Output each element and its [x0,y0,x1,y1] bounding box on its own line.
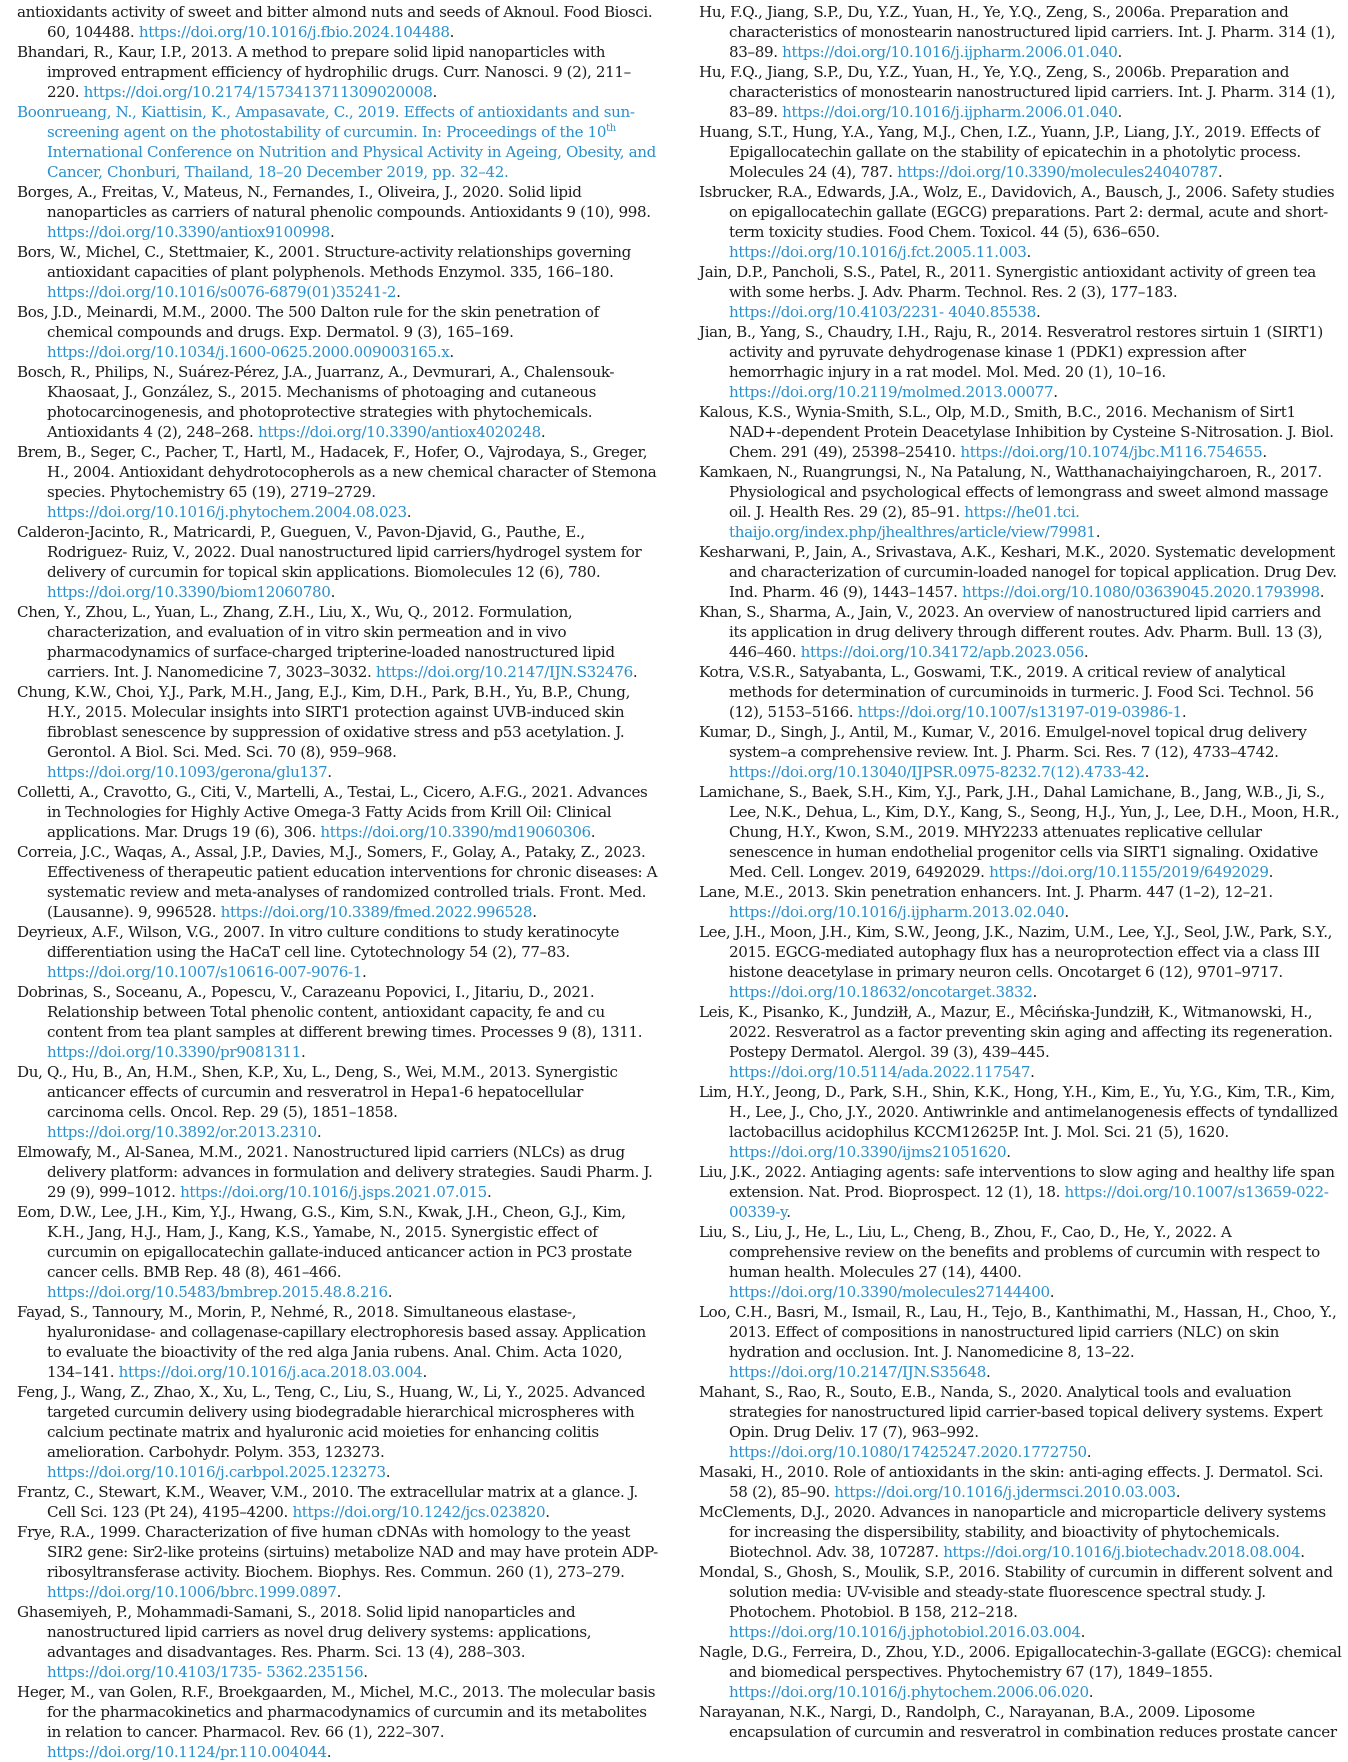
doi-link[interactable]: https://doi.org/10.1080/17425247.2020.1772750 [729,1443,1087,1461]
reference-entry: Mahant, S., Rao, R., Souto, E.B., Nanda, S., 2020. Analytical tools and evaluation strategies for nanostructured lipid carrier-based topical delivery systems. Expert Opin. Drug Deliv. 17 (7), 963–992. https://doi.org/10.1080/17425247.2020.1772750. [699,1383,1323,1461]
doi-link[interactable]: https://doi.org/10.2119/molmed.2013.00077 [729,383,1054,401]
reference-entry: Isbrucker, R.A., Edwards, J.A., Wolz, E., Davidovich, A., Bausch, J., 2006. Safety studies on epigallocatechin gallate (EGCG) preparations. Part 2: dermal, acute and short-term toxicity studies. Food Chem. Toxicol. 44 (5), 636–650. https://doi.org/10.1016/j.fct.2005.11.003. [699,183,1335,261]
reference-text: Ghasemiyeh, P., Mohammadi-Samani, S., 2018. Solid lipid nanoparticles and nanostructured lipid carriers as novel drug delivery systems: applications, advantages and disadvantages. Res. Pharm. Sci. 13 (4), 288–303. [17,1603,592,1661]
doi-link[interactable]: https://doi.org/10.1007/s10616-007-9076-1 [47,963,362,981]
reference-text: Khan, S., Sharma, A., Jain, V., 2023. An overview of nanostructured lipid carriers and its application in drug delivery through different routes. Adv. Pharm. Bull. 13 (3), 446–460. [699,603,1323,661]
reference-text: Frye, R.A., 1999. Characterization of five human cDNAs with homology to the yeast SIR2 gene: Sir2-like proteins (sirtuins) metabolize NAD and may have protein ADP-ribosyltransferase activity. Biochem. Biophys. Res. Commun. 260 (1), 273–279. [17,1523,658,1581]
doi-link[interactable]: https://doi.org/10.3390/md19060306 [320,823,591,841]
reference-text: Kotra, V.S.R., Satyabanta, L., Goswami, T.K., 2019. A critical review of analytical methods for determination of curcuminoids in turmeric. J. Food Sci. Technol. 56 (12), 5153–5166. [699,663,1314,721]
reference-entry: Lee, J.H., Moon, J.H., Kim, S.W., Jeong, J.K., Nazim, U.M., Lee, Y.J., Seol, J.W., Park, S.Y., 2015. EGCG-mediated autophagy flux has a neuroprotection effect via a class III histone deacetylase in primary neuron cells. Oncotarget 6 (12), 9701–9717. https://doi.org/10.18632/oncotarget.3832. [699,923,1333,1001]
reference-entry: Kamkaen, N., Ruangrungsi, N., Na Patalung, N., Watthanachaiyingcharoen, R., 2017. Physiological and psychological effects of lemongrass and sweet almond massage oil. J. Health Res. 29 (2), 85–91. https://he01.tci. thaijo.org/index.php/jhealthres/article/view/79981. [699,463,1329,541]
reference-text: Fayad, S., Tannoury, M., Morin, P., Nehmé, R., 2018. Simultaneous elastase-, hyaluronidase- and collagenase-capillary electrophoresis based assay. Application to evaluate the bioactivity of the red alga Jania rubens. Anal. Chim. Acta 1020, 134–141. [17,1303,646,1381]
reference-text: Leis, K., Pisanko, K., Jundziłł, A., Mazur, E., Mêcińska-Jundziłł, K., Witmanowski, H., 2022. Resveratrol as a factor preventing skin aging and affecting its regeneration. Postepy Dermatol. Alergol. 39 (3), 439–445. [699,1003,1333,1061]
doi-link[interactable]: https://doi.org/10.1016/j.fct.2005.11.003 [729,243,1027,261]
reference-text: Loo, C.H., Basri, M., Ismail, R., Lau, H., Tejo, B., Kanthimathi, M., Hassan, H., Choo, Y., 2013. Effect of compositions in nanostructured lipid carriers (NLC) on skin hydration and occlusion. Int. J. Nanomedicine 8, 13–22. [699,1303,1337,1361]
doi-link[interactable]: https://doi.org/10.3390/pr9081311 [47,1043,301,1061]
reference-entry [699,1702,1342,1742]
reference-text: Narayanan, N.K., Nargi, D., Randolph, C., Narayanan, B.A., 2009. Liposome encapsulation of curcumin and resveratrol in combination reduces prostate cancer [699,1703,1337,1741]
reference-text: Lee, J.H., Moon, J.H., Kim, S.W., Jeong, J.K., Nazim, U.M., Lee, Y.J., Seol, J.W., Park, S.Y., 2015. EGCG-mediated autophagy flux has a neuroprotection effect via a class III histone deacetylase in primary neuron cells. Oncotarget 6 (12), 9701–9717. [699,923,1333,981]
reference-text: Jain, D.P., Pancholi, S.S., Patel, R., 2011. Synergistic antioxidant activity of green tea with some herbs. J. Adv. Pharm. Technol. Res. 2 (3), 177–183. [699,263,1316,301]
reference-entry: Kesharwani, P., Jain, A., Srivastava, A.K., Keshari, M.K., 2020. Systematic development and characterization of curcumin-loaded nanogel for topical application. Drug Dev. Ind. Pharm. 46 (9), 1443–1457. https://doi.org/10.1080/03639045.2020.1793998. [699,543,1337,601]
doi-link[interactable]: https://doi.org/10.3390/ijms21051620 [729,1143,1007,1161]
reference-text: Du, Q., Hu, B., An, H.M., Shen, K.P., Xu, L., Deng, S., Wei, M.M., 2013. Synergistic anticancer effects of curcumin and resveratrol in Hepa1-6 hepatocellular carcinoma cells. Oncol. Rep. 29 (5), 1851–1858. [17,1063,618,1121]
reference-text: McClements, D.J., 2020. Advances in nanoparticle and microparticle delivery systems for increasing the dispersibility, stability, and bioactivity of phytochemicals. Biotechnol. Adv. 38, 107287. [699,1503,1326,1561]
doi-link[interactable]: https://doi.org/10.1016/j.biotechadv.2018.08.004 [943,1543,1301,1561]
reference-text: Nagle, D.G., Ferreira, D., Zhou, Y.D., 2006. Epigallocatechin-3-gallate (EGCG): chemical and biomedical perspectives. Phytochemistry 67 (17), 1849–1855. [699,1643,1342,1681]
reference-text: Mahant, S., Rao, R., Souto, E.B., Nanda, S., 2020. Analytical tools and evaluation strategies for nanostructured lipid carrier-based topical delivery systems. Expert Opin. Drug Deliv. 17 (7), 963–992. [699,1383,1323,1441]
reference-text: Liu, S., Liu, J., He, L., Liu, L., Cheng, B., Zhou, F., Cao, D., He, Y., 2022. A comprehensive review on the benefits and problems of curcumin with respect to human health. Molecules 27 (14), 4400. [699,1223,1320,1281]
reference-entry: Brem, B., Seger, C., Pacher, T., Hartl, M., Hadacek, F., Hofer, O., Vajrodaya, S., Greger, H., 2004. Antioxidant dehydrotocopherols as a new chemical character of Stemona species. Phytochemistry 65 (19), 2719–2729. https://doi.org/10.1016/j.phytochem.2004.08.023. [17,443,657,521]
reference-text: Chung, K.W., Choi, Y.J., Park, M.H., Jang, E.J., Kim, D.H., Park, B.H., Yu, B.P., Chung, H.Y., 2015. Molecular insights into SIRT1 protection against UVB-induced skin fibroblast senescence by suppression of oxidative stress and p53 acetylation. J. Gerontol. A Biol. Sci. Med. Sci. 70 (8), 959–968. [17,683,631,761]
reference-text: Mondal, S., Ghosh, S., Moulik, S.P., 2016. Stability of curcumin in different solvent and solution media: UV-visible and steady-state fluorescence spectral study. J. Photochem. Photobiol. B 158, 212–218. [699,1563,1333,1621]
reference-entry: Chen, Y., Zhou, L., Yuan, L., Zhang, Z.H., Liu, X., Wu, Q., 2012. Formulation, characterization, and evaluation of in vitro skin permeation and in vivo pharmacodynamics of surface-charged tripterine-loaded nanostructured lipid carriers. Int. J. Nanomedicine 7, 3023–3032. https://doi.org/10.2147/IJN.S32476. [17,603,638,681]
doi-link[interactable]: https://doi.org/10.3892/or.2013.2310 [47,1123,317,1141]
doi-link[interactable]: https://doi.org/10.2147/IJN.S32476 [375,663,633,681]
doi-link[interactable]: https://doi.org/10.1242/jcs.023820 [292,1503,546,1521]
doi-link[interactable]: https://doi.org/10.1016/j.ijpharm.2006.01.040 [782,103,1118,121]
doi-link[interactable]: https://doi.org/10.1016/j.jdermsci.2010.03.003 [834,1483,1176,1501]
reference-text: antioxidants activity of sweet and bitter almond nuts and seeds of Aknoul. Food Biosci. 60, 104488. [17,3,653,41]
doi-link[interactable]: https://doi.org/10.4103/1735- 5362.235156 [47,1663,364,1681]
reference-entry: Khan, S., Sharma, A., Jain, V., 2023. An overview of nanostructured lipid carriers and its application in drug delivery through different routes. Adv. Pharm. Bull. 13 (3), 446–460. https://doi.org/10.34172/apb.2023.056. [699,603,1323,661]
reference-text: Kalous, K.S., Wynia-Smith, S.L., Olp, M.D., Smith, B.C., 2016. Mechanism of Sirt1 NAD+-dependent Protein Deacetylase Inhibition by Cysteine S-Nitrosation. J. Biol. Chem. 291 (49), 25398–25410. [699,403,1334,461]
doi-link[interactable]: https://doi.org/10.34172/apb.2023.056 [800,643,1084,661]
reference-entry: Lamichane, S., Baek, S.H., Kim, Y.J., Park, J.H., Dahal Lamichane, B., Jang, W.B., Ji, S., Lee, N.K., Dehua, L., Kim, D.Y., Kang, S., Seong, H.J., Yun, J., Lee, D.H., Moon, H.R., Chung, H.Y., Kwon, S.M., 2019. MHY2233 attenuates replicative cellular senescence in human endothelial progenitor cells via SIRT1 signaling. Oxidative Med. Cell. Longev. 2019, 6492029. https://doi.org/10.1155/2019/6492029. [699,783,1340,881]
doi-link[interactable]: https://doi.org/10.1016/j.aca.2018.03.004 [118,1363,423,1381]
reference-text: Kumar, D., Singh, J., Antil, M., Kumar, V., 2016. Emulgel-novel topical drug delivery system–a comprehensive review. Int. J. Pharm. Sci. Res. 7 (12), 4733–4742. [699,723,1307,761]
reference-entry: Du, Q., Hu, B., An, H.M., Shen, K.P., Xu, L., Deng, S., Wei, M.M., 2013. Synergistic anticancer effects of curcumin and resveratrol in Hepa1-6 hepatocellular carcinoma cells. Oncol. Rep. 29 (5), 1851–1858. https://doi.org/10.3892/or.2013.2310. [17,1063,618,1141]
reference-text: Isbrucker, R.A., Edwards, J.A., Wolz, E., Davidovich, A., Bausch, J., 2006. Safety studies on epigallocatechin gallate (EGCG) preparations. Part 2: dermal, acute and short-term toxicity studies. Food Chem. Toxicol. 44 (5), 636–650. [699,183,1335,241]
doi-link[interactable]: https://he01.tci. thaijo.org/index.php/jhealthres/article/view/79981 [729,503,1096,541]
reference-text: Huang, S.T., Hung, Y.A., Yang, M.J., Chen, I.Z., Yuann, J.P., Liang, J.Y., 2019. Effects of Epigallocatechin gallate on the stability of epicatechin in a photolytic process. Molecules 24 (4), 787. [699,123,1320,181]
reference-entry: Frye, R.A., 1999. Characterization of five human cDNAs with homology to the yeast SIR2 gene: Sir2-like proteins (sirtuins) metabolize NAD and may have protein ADP-ribosyltransferase activity. Biochem. Biophys. Res. Commun. 260 (1), 273–279. https://doi.org/10.1006/bbrc.1999.0897. [17,1523,658,1601]
doi-link[interactable]: https://doi.org/10.1016/j.phytochem.2006.06.020 [729,1683,1089,1701]
reference-entry: Correia, J.C., Waqas, A., Assal, J.P., Davies, M.J., Somers, F., Golay, A., Pataky, Z., 2023. Effectiveness of therapeutic patient education interventions for chronic diseases: A systematic review and meta-analyses of randomized controlled trials. Front. Med. (Lausanne). 9, 996528. https://doi.org/10.3389/fmed.2022.996528. [17,843,658,921]
doi-link[interactable]: https://doi.org/10.1016/j.phytochem.2004.08.023 [47,503,407,521]
reference-entry: Loo, C.H., Basri, M., Ismail, R., Lau, H., Tejo, B., Kanthimathi, M., Hassan, H., Choo, Y., 2013. Effect of compositions in nanostructured lipid carriers (NLC) on skin hydration and occlusion. Int. J. Nanomedicine 8, 13–22. https://doi.org/10.2147/IJN.S35648. [699,1303,1337,1381]
reference-text: Frantz, C., Stewart, K.M., Weaver, V.M., 2010. The extracellular matrix at a glance. J. Cell Sci. 123 (Pt 24), 4195–4200. [17,1483,638,1521]
reference-entry: Jain, D.P., Pancholi, S.S., Patel, R., 2011. Synergistic antioxidant activity of green tea with some herbs. J. Adv. Pharm. Technol. Res. 2 (3), 177–183. https://doi.org/10.4103/2231- 4040.85538. [699,263,1316,321]
reference-text: Lamichane, S., Baek, S.H., Kim, Y.J., Park, J.H., Dahal Lamichane, B., Jang, W.B., Ji, S., Lee, N.K., Dehua, L., Kim, D.Y., Kang, S., Seong, H.J., Yun, J., Lee, D.H., Moon, H.R., Chung, H.Y., Kwon, S.M., 2019. MHY2233 attenuates replicative cellular senescence in human endothelial progenitor cells via SIRT1 signaling. Oxidative Med. Cell. Longev. 2019, 6492029. [699,783,1340,881]
reference-text: Calderon-Jacinto, R., Matricardi, P., Gueguen, V., Pavon-Djavid, G., Pauthe, E., Rodriguez- Ruiz, V., 2022. Dual nanostructured lipid carriers/hydrogel system for delivery of curcumin for topical skin applications. Biomolecules 12 (6), 780. [17,523,642,581]
doi-link[interactable]: https://doi.org/10.1034/j.1600-0625.2000.009003165.x [47,343,450,361]
reference-text: Chen, Y., Zhou, L., Yuan, L., Zhang, Z.H., Liu, X., Wu, Q., 2012. Formulation, characterization, and evaluation of in vitro skin permeation and in vivo pharmacodynamics of surface-charged tripterine-loaded nanostructured lipid carriers. Int. J. Nanomedicine 7, 3023–3032. [17,603,615,681]
doi-link[interactable]: https://doi.org/10.13040/IJPSR.0975-8232.7(12).4733-42 [729,763,1145,781]
reference-text: Deyrieux, A.F., Wilson, V.G., 2007. In vitro culture conditions to study keratinocyte differentiation using the HaCaT cell line. Cytotechnology 54 (2), 77–83. [17,923,620,961]
reference-entry: antioxidants activity of sweet and bitter almond nuts and seeds of Aknoul. Food Biosci. 60, 104488. https://doi.org/10.1016/j.fbio.2024.104488. [17,3,653,41]
reference-text: Lim, H.Y., Jeong, D., Park, S.H., Shin, K.K., Hong, Y.H., Kim, E., Yu, Y.G., Kim, T.R., Kim, H., Lee, J., Cho, J.Y., 2020. Antiwrinkle and antimelanogenesis effects of tyndallized lactobacillus acidophilus KCCM12625P. Int. J. Mol. Sci. 21 (5), 1620. [699,1083,1338,1141]
doi-link[interactable]: https://doi.org/10.1006/bbrc.1999.0897 [47,1583,337,1601]
reference-text: Bors, W., Michel, C., Stettmaier, K., 2001. Structure-activity relationships governing antioxidant capacities of plant polyphenols. Methods Enzymol. 335, 166–180. [17,243,631,281]
reference-entry: Bos, J.D., Meinardi, M.M., 2000. The 500 Dalton rule for the skin penetration of chemical compounds and drugs. Exp. Dermatol. 9 (3), 165–169. https://doi.org/10.1034/j.1600-0625.2000.009003165.x. [17,303,599,361]
reference-column-right [699,2,1342,1742]
doi-link[interactable]: https://doi.org/10.1124/pr.110.004044 [47,1743,327,1761]
reference-text: Feng, J., Wang, Z., Zhao, X., Xu, L., Teng, C., Liu, S., Huang, W., Li, Y., 2025. Advanced targeted curcumin delivery using biodegradable hierarchical microspheres with calcium pectinate matrix and hyaluronic acid moieties for enhancing colitis amelioration. Carbohydr. Polym. 353, 123273. [17,1383,646,1461]
doi-link[interactable]: https://doi.org/10.1016/j.ijpharm.2006.01.040 [782,43,1118,61]
reference-entry: Feng, J., Wang, Z., Zhao, X., Xu, L., Teng, C., Liu, S., Huang, W., Li, Y., 2025. Advanced targeted curcumin delivery using biodegradable hierarchical microspheres with calcium pectinate matrix and hyaluronic acid moieties for enhancing colitis amelioration. Carbohydr. Polym. 353, 123273. https://doi.org/10.1016/j.carbpol.2025.123273. [17,1383,646,1481]
reference-text: Correia, J.C., Waqas, A., Assal, J.P., Davies, M.J., Somers, F., Golay, A., Pataky, Z., 2023. Effectiveness of therapeutic patient education interventions for chronic diseases: A systematic review and meta-analyses of randomized controlled trials. Front. Med. (Lausanne). 9, 996528. [17,843,658,921]
doi-link[interactable]: https://doi.org/10.3390/molecules24040787 [897,163,1218,181]
doi-link[interactable]: https://doi.org/10.3390/antiox9100998 [47,223,330,241]
reference-text-continued: International Conference on Nutrition and Physical Activity in Ageing, Obesity, and Cancer, Chonburi, Thailand, 18–20 December 2019, pp. 32–42. [47,143,656,181]
reference-entry: Dobrinas, S., Soceanu, A., Popescu, V., Carazeanu Popovici, I., Jitariu, D., 2021. Relationship between Total phenolic content, antioxidant capacity, fe and cu content from tea plant samples at different brewing times. Processes 9 (8), 1311. https://doi.org/10.3390/pr9081311. [17,983,643,1061]
reference-entry: Deyrieux, A.F., Wilson, V.G., 2007. In vitro culture conditions to study keratinocyte differentiation using the HaCaT cell line. Cytotechnology 54 (2), 77–83. https://doi.org/10.1007/s10616-007-9076-1. [17,923,620,981]
reference-entry: Kotra, V.S.R., Satyabanta, L., Goswami, T.K., 2019. A critical review of analytical methods for determination of curcuminoids in turmeric. J. Food Sci. Technol. 56 (12), 5153–5166. https://doi.org/10.1007/s13197-019-03986-1. [699,663,1314,721]
doi-link[interactable]: https://doi.org/10.2147/IJN.S35648 [729,1363,986,1381]
reference-text: Hu, F.Q., Jiang, S.P., Du, Y.Z., Yuan, H., Ye, Y.Q., Zeng, S., 2006a. Preparation and characteristics of monostearin nanostructured lipid carriers. Int. J. Pharm. 314 (1), 83–89. [699,3,1336,61]
doi-link[interactable]: https://doi.org/10.1093/gerona/glu137 [47,763,328,781]
doi-link[interactable]: https://doi.org/10.1007/s13197-019-03986-1 [857,703,1182,721]
reference-text: Kesharwani, P., Jain, A., Srivastava, A.K., Keshari, M.K., 2020. Systematic development and characterization of curcumin-loaded nanogel for topical application. Drug Dev. Ind. Pharm. 46 (9), 1443–1457. [699,543,1337,601]
reference-text: Eom, D.W., Lee, J.H., Kim, Y.J., Hwang, G.S., Kim, S.N., Kwak, J.H., Cheon, G.J., Kim, K.H., Jang, H.J., Ham, J., Kang, K.S., Yamabe, N., 2015. Synergistic effect of curcumin on epigallocatechin gallate-induced anticancer action in PC3 prostate cancer cells. BMB Rep. 48 (8), 461–466. [17,1203,632,1281]
reference-entry: Liu, J.K., 2022. Antiaging agents: safe interventions to slow aging and healthy life span extension. Nat. Prod. Bioprospect. 12 (1), 18. https://doi.org/10.1007/s13659-022-00339-y. [699,1163,1335,1221]
doi-link[interactable]: https://doi.org/10.4103/2231- 4040.85538 [729,303,1036,321]
doi-link[interactable]: https://doi.org/10.3390/molecules27144400 [729,1283,1050,1301]
reference-entry: Frantz, C., Stewart, K.M., Weaver, V.M., 2010. The extracellular matrix at a glance. J. Cell Sci. 123 (Pt 24), 4195–4200. https://doi.org/10.1242/jcs.023820. [17,1483,638,1521]
doi-link[interactable]: https://doi.org/10.1007/s13659-022-00339-y [729,1183,1329,1221]
reference-entry: Ghasemiyeh, P., Mohammadi-Samani, S., 2018. Solid lipid nanoparticles and nanostructured lipid carriers as novel drug delivery systems: applications, advantages and disadvantages. Res. Pharm. Sci. 13 (4), 288–303. https://doi.org/10.4103/1735- 5362.235156. [17,1603,592,1681]
doi-link[interactable]: https://doi.org/10.5483/bmbrep.2015.48.8.216 [47,1283,388,1301]
reference-entry: Nagle, D.G., Ferreira, D., Zhou, Y.D., 2006. Epigallocatechin-3-gallate (EGCG): chemical and biomedical perspectives. Phytochemistry 67 (17), 1849–1855. https://doi.org/10.1016/j.phytochem.2006.06.020. [699,1643,1342,1701]
reference-entry: Kumar, D., Singh, J., Antil, M., Kumar, V., 2016. Emulgel-novel topical drug delivery system–a comprehensive review. Int. J. Pharm. Sci. Res. 7 (12), 4733–4742. https://doi.org/10.13040/IJPSR.0975-8232.7(12).4733-42. [699,723,1307,781]
reference-text: Lane, M.E., 2013. Skin penetration enhancers. Int. J. Pharm. 447 (1–2), 12–21. [699,883,1273,901]
doi-link[interactable]: https://doi.org/10.3390/antiox4020248 [257,423,541,441]
reference-entry: Bhandari, R., Kaur, I.P., 2013. A method to prepare solid lipid nanoparticles with improved entrapment efficiency of hydrophilic drugs. Curr. Nanosci. 9 (2), 211–220. https://doi.org/10.2174/1573413711309020008. [17,43,631,101]
reference-text: Kamkaen, N., Ruangrungsi, N., Na Patalung, N., Watthanachaiyingcharoen, R., 2017. Physiological and psychological effects of lemongrass and sweet almond massage oil. J. Health Res. 29 (2), 85–91. [699,463,1329,521]
reference-entry: Leis, K., Pisanko, K., Jundziłł, A., Mazur, E., Mêcińska-Jundziłł, K., Witmanowski, H., 2022. Resveratrol as a factor preventing skin aging and affecting its regeneration. Postepy Dermatol. Alergol. 39 (3), 439–445. https://doi.org/10.5114/ada.2022.117547. [699,1003,1333,1081]
reference-entry: Kalous, K.S., Wynia-Smith, S.L., Olp, M.D., Smith, B.C., 2016. Mechanism of Sirt1 NAD+-dependent Protein Deacetylase Inhibition by Cysteine S-Nitrosation. J. Biol. Chem. 291 (49), 25398–25410. https://doi.org/10.1074/jbc.M116.754655. [699,403,1334,461]
reference-text: Elmowafy, M., Al-Sanea, M.M., 2021. Nanostructured lipid carriers (NLCs) as drug delivery platform: advances in formulation and delivery strategies. Saudi Pharm. J. 29 (9), 999–1012. [17,1143,653,1201]
reference-entry: Borges, A., Freitas, V., Mateus, N., Fernandes, I., Oliveira, J., 2020. Solid lipid nanoparticles as carriers of natural phenolic compounds. Antioxidants 9 (10), 998. https://doi.org/10.3390/antiox9100998. [17,183,651,241]
reference-entry: Masaki, H., 2010. Role of antioxidants in the skin: anti-aging effects. J. Dermatol. Sci. 58 (2), 85–90. https://doi.org/10.1016/j.jdermsci.2010.03.003. [699,1463,1324,1501]
doi-link[interactable]: https://doi.org/10.3390/biom12060780 [47,583,331,601]
reference-text: Heger, M., van Golen, R.F., Broekgaarden, M., Michel, M.C., 2013. The molecular basis for the pharmacokinetics and pharmacodynamics of curcumin and its metabolites in relation to cancer. Pharmacol. Rev. 66 (1), 222–307. [17,1683,656,1741]
reference-text: Bhandari, R., Kaur, I.P., 2013. A method to prepare solid lipid nanoparticles with improved entrapment efficiency of hydrophilic drugs. Curr. Nanosci. 9 (2), 211–220. [17,43,631,101]
doi-link[interactable]: https://doi.org/10.18632/oncotarget.3832 [729,983,1033,1001]
reference-text: Hu, F.Q., Jiang, S.P., Du, Y.Z., Yuan, H., Ye, Y.Q., Zeng, S., 2006b. Preparation and characteristics of monostearin nanostructured lipid carriers. Int. J. Pharm. 314 (1), 83–89. [699,63,1336,121]
reference-text: Bosch, R., Philips, N., Suárez-Pérez, J.A., Juarranz, A., Devmurari, A., Chalensouk-Khaosaat, J., González, S., 2015. Mechanisms of photoaging and cutaneous photocarcinogenesis, and photoprotective strategies with phytochemicals. Antioxidants 4 (2), 248–268. [17,363,615,441]
reference-entry: Hu, F.Q., Jiang, S.P., Du, Y.Z., Yuan, H., Ye, Y.Q., Zeng, S., 2006a. Preparation and characteristics of monostearin nanostructured lipid carriers. Int. J. Pharm. 314 (1), 83–89. https://doi.org/10.1016/j.ijpharm.2006.01.040. [699,3,1336,61]
doi-link[interactable]: https://doi.org/10.1016/j.jphotobiol.2016.03.004 [729,1623,1081,1641]
reference-entry: Bosch, R., Philips, N., Suárez-Pérez, J.A., Juarranz, A., Devmurari, A., Chalensouk-Khaosaat, J., González, S., 2015. Mechanisms of photoaging and cutaneous photocarcinogenesis, and photoprotective strategies with phytochemicals. Antioxidants 4 (2), 248–268. https://doi.org/10.3390/antiox4020248. [17,363,615,441]
reference-entry: Elmowafy, M., Al-Sanea, M.M., 2021. Nanostructured lipid carriers (NLCs) as drug delivery platform: advances in formulation and delivery strategies. Saudi Pharm. J. 29 (9), 999–1012. https://doi.org/10.1016/j.jsps.2021.07.015. [17,1143,653,1201]
reference-entry: Eom, D.W., Lee, J.H., Kim, Y.J., Hwang, G.S., Kim, S.N., Kwak, J.H., Cheon, G.J., Kim, K.H., Jang, H.J., Ham, J., Kang, K.S., Yamabe, N., 2015. Synergistic effect of curcumin on epigallocatechin gallate-induced anticancer action in PC3 prostate cancer cells. BMB Rep. 48 (8), 461–466. https://doi.org/10.5483/bmbrep.2015.48.8.216. [17,1203,632,1301]
reference-entry: Fayad, S., Tannoury, M., Morin, P., Nehmé, R., 2018. Simultaneous elastase-, hyaluronidase- and collagenase-capillary electrophoresis based assay. Application to evaluate the bioactivity of the red alga Jania rubens. Anal. Chim. Acta 1020, 134–141. https://doi.org/10.1016/j.aca.2018.03.004. [17,1303,646,1381]
reference-text: Bos, J.D., Meinardi, M.M., 2000. The 500 Dalton rule for the skin penetration of chemical compounds and drugs. Exp. Dermatol. 9 (3), 165–169. [17,303,599,341]
doi-link[interactable]: https://doi.org/10.1016/s0076-6879(01)35241-2 [47,283,397,301]
reference-entry: Jian, B., Yang, S., Chaudry, I.H., Raju, R., 2014. Resveratrol restores sirtuin 1 (SIRT1) activity and pyruvate dehydrogenase kinase 1 (PDK1) expression after hemorrhagic injury in a rat model. Mol. Med. 20 (1), 10–16. https://doi.org/10.2119/molmed.2013.00077. [699,323,1323,401]
reference-entry: Lim, H.Y., Jeong, D., Park, S.H., Shin, K.K., Hong, Y.H., Kim, E., Yu, Y.G., Kim, T.R., Kim, H., Lee, J., Cho, J.Y., 2020. Antiwrinkle and antimelanogenesis effects of tyndallized lactobacillus acidophilus KCCM12625P. Int. J. Mol. Sci. 21 (5), 1620. https://doi.org/10.3390/ijms21051620. [699,1083,1338,1161]
reference-text: Liu, J.K., 2022. Antiaging agents: safe interventions to slow aging and healthy life span extension. Nat. Prod. Bioprospect. 12 (1), 18. [699,1163,1335,1201]
reference-superscript: th [606,122,616,134]
reference-entry[interactable] [17,102,660,182]
reference-text: Boonrueang, N., Kiattisin, K., Ampasavate, C., 2019. Effects of antioxidants and sun-screening agent on the photostability of curcumin. In: Proceedings of the 10 [17,103,635,141]
doi-link[interactable]: https://doi.org/10.1016/j.jsps.2021.07.015 [180,1183,487,1201]
reference-text: Jian, B., Yang, S., Chaudry, I.H., Raju, R., 2014. Resveratrol restores sirtuin 1 (SIRT1) activity and pyruvate dehydrogenase kinase 1 (PDK1) expression after hemorrhagic injury in a rat model. Mol. Med. 20 (1), 10–16. [699,323,1323,381]
reference-entry: Mondal, S., Ghosh, S., Moulik, S.P., 2016. Stability of curcumin in different solvent and solution media: UV-visible and steady-state fluorescence spectral study. J. Photochem. Photobiol. B 158, 212–218. https://doi.org/10.1016/j.jphotobiol.2016.03.004. [699,1563,1333,1641]
doi-link[interactable]: https://doi.org/10.5114/ada.2022.117547 [729,1063,1031,1081]
reference-text: Dobrinas, S., Soceanu, A., Popescu, V., Carazeanu Popovici, I., Jitariu, D., 2021. Relationship between Total phenolic content, antioxidant capacity, fe and cu content from tea plant samples at different brewing times. Processes 9 (8), 1311. [17,983,643,1041]
doi-link[interactable]: https://doi.org/10.2174/1573413711309020008 [83,83,433,101]
reference-text: Brem, B., Seger, C., Pacher, T., Hartl, M., Hadacek, F., Hofer, O., Vajrodaya, S., Greger, H., 2004. Antioxidant dehydrotocopherols as a new chemical character of Stemona species. Phytochemistry 65 (19), 2719–2729. [17,443,657,501]
doi-link[interactable]: https://doi.org/10.3389/fmed.2022.996528 [220,903,533,921]
doi-link[interactable]: https://doi.org/10.1155/2019/6492029 [989,863,1269,881]
reference-entry: Heger, M., van Golen, R.F., Broekgaarden, M., Michel, M.C., 2013. The molecular basis for the pharmacokinetics and pharmacodynamics of curcumin and its metabolites in relation to cancer. Pharmacol. Rev. 66 (1), 222–307. https://doi.org/10.1124/pr.110.004044. [17,1683,656,1761]
reference-entry: Hu, F.Q., Jiang, S.P., Du, Y.Z., Yuan, H., Ye, Y.Q., Zeng, S., 2006b. Preparation and characteristics of monostearin nanostructured lipid carriers. Int. J. Pharm. 314 (1), 83–89. https://doi.org/10.1016/j.ijpharm.2006.01.040. [699,63,1336,121]
reference-entry: McClements, D.J., 2020. Advances in nanoparticle and microparticle delivery systems for increasing the dispersibility, stability, and bioactivity of phytochemicals. Biotechnol. Adv. 38, 107287. https://doi.org/10.1016/j.biotechadv.2018.08.004. [699,1503,1326,1561]
doi-link[interactable]: https://doi.org/10.1074/jbc.M116.754655 [960,443,1263,461]
reference-text: Borges, A., Freitas, V., Mateus, N., Fernandes, I., Oliveira, J., 2020. Solid lipid nanoparticles as carriers of natural phenolic compounds. Antioxidants 9 (10), 998. [17,183,651,221]
doi-link[interactable]: https://doi.org/10.1016/j.fbio.2024.104488 [138,23,450,41]
reference-entry: Lane, M.E., 2013. Skin penetration enhancers. Int. J. Pharm. 447 (1–2), 12–21. https://doi.org/10.1016/j.ijpharm.2013.02.040. [699,883,1273,921]
reference-entry: Bors, W., Michel, C., Stettmaier, K., 2001. Structure-activity relationships governing antioxidant capacities of plant polyphenols. Methods Enzymol. 335, 166–180. https://doi.org/10.1016/s0076-6879(01)35241-2. [17,243,631,301]
reference-entry: Chung, K.W., Choi, Y.J., Park, M.H., Jang, E.J., Kim, D.H., Park, B.H., Yu, B.P., Chung, H.Y., 2015. Molecular insights into SIRT1 protection against UVB-induced skin fibroblast senescence by suppression of oxidative stress and p53 acetylation. J. Gerontol. A Biol. Sci. Med. Sci. 70 (8), 959–968. https://doi.org/10.1093/gerona/glu137. [17,683,631,781]
reference-entry: Colletti, A., Cravotto, G., Citi, V., Martelli, A., Testai, L., Cicero, A.F.G., 2021. Advances in Technologies for Highly Active Omega-3 Fatty Acids from Krill Oil: Clinical applications. Mar. Drugs 19 (6), 306. https://doi.org/10.3390/md19060306. [17,783,648,841]
reference-entry: Calderon-Jacinto, R., Matricardi, P., Gueguen, V., Pavon-Djavid, G., Pauthe, E., Rodriguez- Ruiz, V., 2022. Dual nanostructured lipid carriers/hydrogel system for delivery of curcumin for topical skin applications. Biomolecules 12 (6), 780. https://doi.org/10.3390/biom12060780. [17,523,642,601]
doi-link[interactable]: https://doi.org/10.1080/03639045.2020.1793998 [962,583,1320,601]
doi-link[interactable]: https://doi.org/10.1016/j.ijpharm.2013.02.040 [729,903,1065,921]
reference-column-left [17,2,660,1762]
reference-entry: Huang, S.T., Hung, Y.A., Yang, M.J., Chen, I.Z., Yuann, J.P., Liang, J.Y., 2019. Effects of Epigallocatechin gallate on the stability of epicatechin in a photolytic process. Molecules 24 (4), 787. https://doi.org/10.3390/molecules24040787. [699,123,1320,181]
reference-entry: Liu, S., Liu, J., He, L., Liu, L., Cheng, B., Zhou, F., Cao, D., He, Y., 2022. A comprehensive review on the benefits and problems of curcumin with respect to human health. Molecules 27 (14), 4400. https://doi.org/10.3390/molecules27144400. [699,1223,1320,1301]
reference-text: Masaki, H., 2010. Role of antioxidants in the skin: anti-aging effects. J. Dermatol. Sci. 58 (2), 85–90. [699,1463,1324,1501]
doi-link[interactable]: https://doi.org/10.1016/j.carbpol.2025.123273 [47,1463,386,1481]
reference-text: Colletti, A., Cravotto, G., Citi, V., Martelli, A., Testai, L., Cicero, A.F.G., 2021. Advances in Technologies for Highly Active Omega-3 Fatty Acids from Krill Oil: Clinical applications. Mar. Drugs 19 (6), 306. [17,783,648,841]
